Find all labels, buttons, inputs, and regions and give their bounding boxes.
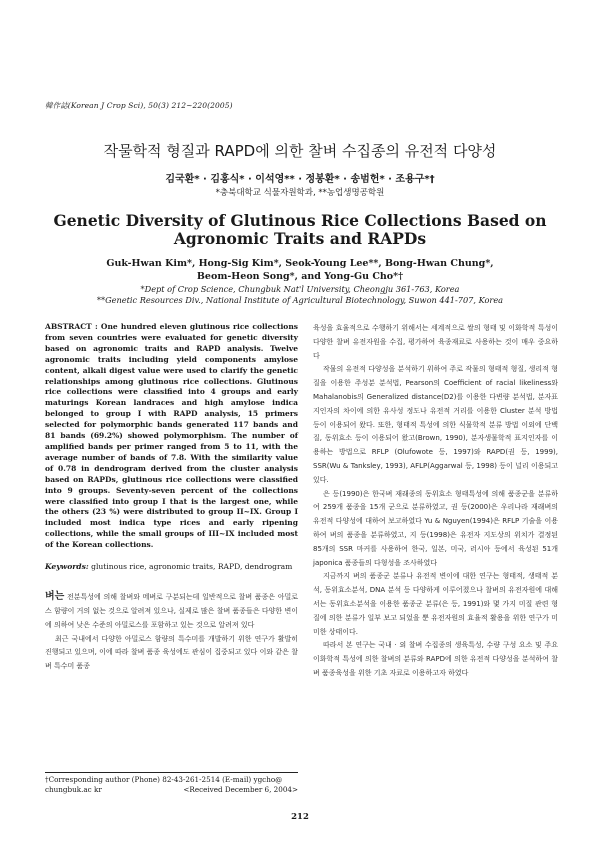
korean-title: 작물학적 형질과 RAPD에 의한 찰벼 수집종의 유전적 다양성 (103, 142, 497, 160)
english-authors-line1: Guk-Hwan Kim*, Hong-Sig Kim*, Seok-Young Lee**, Bong-Hwan Chung*, (106, 258, 494, 269)
english-title (0, 212, 600, 248)
english-title-line2: Agronomic Traits and RAPDs (173, 229, 427, 248)
keywords-label: Keywords: (45, 562, 89, 572)
right-paragraph-1: 육성을 효율적으로 수행하기 위해서는 세계적으로 쌀의 형태 및 이화학적 특성이 다양한 찰벼 유전자원을 수집, 평가하여 육종재료로 사용하는 것이 매우 중요하다 (313, 324, 558, 360)
english-affiliations (0, 284, 600, 306)
footnote-line1: †Corresponding author (Phone) 82-43-261-2514 (E-mail) ygcho@ (45, 775, 283, 784)
right-column (313, 322, 558, 681)
page-number: 212 (291, 812, 309, 822)
keywords-text: glutinous rice, agronomic traits, RAPD, dendrogram (91, 562, 293, 572)
right-paragraph-2: 작물의 유전적 다양성을 분석하기 위하여 주로 작물의 형태적 형질, 생리적 형질을 이용한 주성분 분석법, Pearson의 Coefficient of racial likeliness와 Mahalanobis의 Generalized distance(D2)를 이용한 다변량 분석법, 분자표지인자의 차이에 의한 유사성 정도나 유전적 거리를 이용한 Cluster 분석 방법 등이 이용되어 왔다. 또한, 형태적 특성에 의한 식물학적 분류 방법 이외에 단백질, 동위효소 등이 이용되어 왔고(Brown, 1990), 분자생물학적 표지인자를 이용하는 방법으로 RFLP (Olufowote 등, 1997)와 RAPD(권 등, 1999), SSR(Wu & Tanksley, 1993), AFLP(Aggarwal 등, 1998) 등이 널리 이용되고 있다. (313, 365, 558, 484)
right-paragraph-4: 지금까지 벼의 품종군 분류나 유전적 변이에 대한 연구는 형태적, 생태적 분석, 동위효소분석, DNA 분석 등 다양하게 이루어졌으나 찰벼의 유전자원에 대해서는 동위효소분석을 이용한 품종군 분류(은 등, 1991)와 몇 가지 미질 관련 형질에 의한 분류가 일부 보고 되었을 뿐 유전자원의 효율적 활용을 위한 연구가 미미한 상태이다. (313, 572, 558, 636)
body-paragraph-2: 최근 국내에서 다양한 아밀로스 함량의 특수미를 개발하기 위한 연구가 활발히 진행되고 있으며, 이에 따라 찰벼 품종 육성에도 관심이 집중되고 있다 이와 같은 찰벼 특수미 품종 (45, 634, 298, 671)
lead-word: 벼는 (45, 591, 65, 603)
right-paragraph-5: 따라서 본 연구는 국내 · 외 찰벼 수집종의 생육특성, 수량 구성 요소 및 주요 이화학적 특성에 의한 찰벼의 분류와 RAPD에 의한 유전적 다양성을 분석하여 찰벼 품종육성을 위한 기초 자료로 이용하고자 하였다 (313, 641, 558, 677)
right-paragraph-3: 은 등(1990)은 한국벼 재래종의 동위효소 형태특성에 의해 품종군을 분류하여 259개 품종을 15개 군으로 분류하였고, 권 등(2000)은 우리나라 재래벼의 유전적 다양성에 대하여 보고하였다 Yu & Nguyen(1994)은 RFLP 기술을 이용하여 벼의 품종을 분류하였고, 지 등(1998)은 유전자 지도상의 위치가 결정된 85개의 SSR 마커를 사용하여 한국, 일본, 미국, 러시아 등에서 육성된 51개 japonica 품종들의 다형성을 조사하였다 (313, 489, 558, 567)
footnote-email-end: chungbuk.ac kr (45, 785, 102, 794)
affiliation-line2: **Genetic Resources Div., National Institute of Agricultural Biotechnology, Suwon 441-707, Korea (96, 295, 504, 305)
journal-citation: 韓作誌(Korean J Crop Sci), 50(3) 212~220(2005) (45, 101, 233, 110)
body-paragraph-1-text: 전분특성에 의해 찰벼와 메벼로 구분되는데 일반적으로 찰벼 품종은 아밀로스 함량이 거의 없는 것으로 알려져 있으나, 실제로 많은 찰벼 품종들은 다양한 변이에 의하여 낮은 수준의 아밀로스를 포함하고 있는 것으로 알려져 있다 (45, 593, 298, 629)
affiliation-line1: *Dept of Crop Science, Chungbuk Nat'l University, Cheongju 361-763, Korea (140, 284, 460, 294)
abstract: ABSTRACT : One hundred eleven glutinous rice collections from seven countries were evaluated for genetic diversity based on agronomic traits and RAPD analysis. Twelve agronomic traits including yield components amylose content, alkali digest value were used to clarify the genetic relationships among glutinous rice collections. Glutinous rice collections were classified into 4 groups and early maturings Korean landraces and high amylose indica belonged to group I with RAPD analysis, 15 primers selected for polymorphic bands generated 117 bands and 81 bands (69.2%) showed polymorphism. The number of amplified bands per primer ranged from 5 to 11, with the average number of bands of 7.8. With the similarity value of 0.78 in dendrogram derived from the cluster analysis based on RAPDs, glutinous rice collections were classified into 9 groups. Seventy-seven percent of the collections were classified into group I that is the largest one, while the others (23 %) were distributed to group II~IX. Group I included most indica type rices and early ripening collections, while the small groups of III~IX included most of the Korean collections. (45, 322, 298, 550)
english-authors-line2: Beom-Heon Song*, and Yong-Gu Cho*† (196, 271, 404, 282)
body-paragraph-1 (45, 590, 298, 632)
left-column (45, 322, 298, 674)
korean-authors: 김국환* · 김홍식* · 이석영** · 정봉환* · 송범헌* · 조용구*† (165, 174, 435, 185)
footnote-received: <Received December 6, 2004> (183, 785, 298, 794)
keywords (45, 561, 298, 572)
english-title-line1: Genetic Diversity of Glutinous Rice Collections Based on (53, 211, 547, 230)
left-body (45, 590, 298, 674)
korean-affiliation: *충북대학교 식물자원학과, **농업생명공학원 (215, 188, 385, 198)
english-authors (0, 257, 600, 283)
footnote (45, 772, 298, 795)
footnote-line2 (45, 785, 298, 795)
